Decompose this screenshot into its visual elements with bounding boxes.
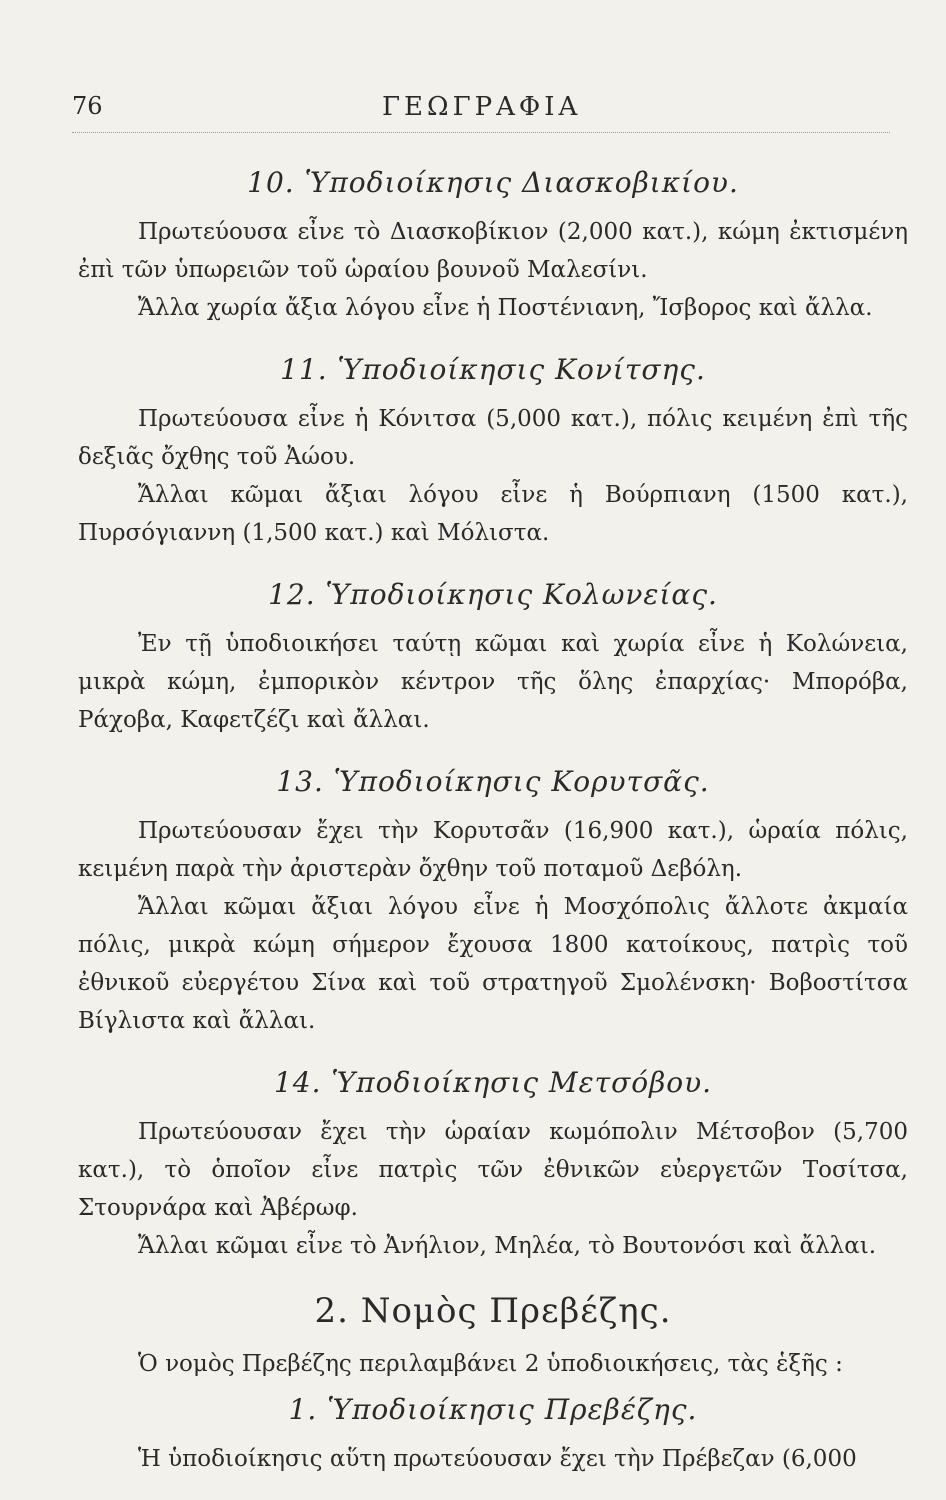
paragraph: Ἐν τῇ ὑποδιοικήσει ταύτῃ κῶμαι καὶ χωρία εἶνε ἡ Κολώνεια, μικρὰ κώμη, ἐμπορικὸν κέντρον τῆς ὅλης ἐπαρχίας· Μπορόβα, Ράχοβα, Καφετζέζι καὶ ἄλλαι. [78,631,908,733]
section-heading: 14. Ὑποδιοίκησις Μετσόβου. [273,1066,713,1099]
nomos-section [78,1291,908,1478]
section-heading: 11. Ὑποδιοίκησις Κονίτσης. [280,353,706,386]
section-heading: 10. Ὑποδιοίκησις Διασκοβικίου. [247,166,739,199]
paragraph: Πρωτεύουσα εἶνε ἡ Κόνιτσα (5,000 κατ.), πόλις κειμένη ἐπὶ τῆς δεξιᾶς ὄχθης τοῦ Ἀώου. [78,406,908,470]
section-14 [78,1066,908,1265]
section-11 [78,353,908,552]
page-number: 76 [72,92,103,120]
page-header [72,92,890,133]
paragraph: Ἄλλαι κῶμαι εἶνε τὸ Ἀνήλιον, Μηλέα, τὸ Βουτονόσι καὶ ἄλλαι. [138,1233,877,1259]
section-heading: 1. Ὑποδιοίκησις Πρεβέζης. [288,1393,698,1426]
paragraph: Πρωτεύουσαν ἔχει τὴν ὡραίαν κωμόπολιν Μέτσοβον (5,700 κατ.), τὸ ὁποῖον εἶνε πατρὶς τῶν ἐθνικῶν εὐεργετῶν Τοσίτσα, Στουρνάρα καὶ Ἀβέρωφ. [78,1119,908,1221]
section-13 [78,765,908,1040]
paragraph: Ἡ ὑποδιοίκησις αὕτη πρωτεύουσαν ἔχει τὴν Πρέβεζαν (6,000 [138,1446,857,1472]
section-heading: 13. Ὑποδιοίκησις Κορυτσᾶς. [276,765,710,798]
section-12 [78,578,908,739]
paragraph: Ἄλλαι κῶμαι ἄξιαι λόγου εἶνε ἡ Μοσχόπολις ἄλλοτε ἀκμαία πόλις, μικρὰ κώμη σήμερον ἔχουσα 1800 κατοίκους, πατρὶς τοῦ ἐθνικοῦ εὐεργέτου Σίνα καὶ τοῦ στρατηγοῦ Σμολένσκη· Βοβοστίτσα Βίγλιστα καὶ ἄλλαι. [78,894,908,1034]
section-10 [78,166,908,327]
section-heading: 12. Ὑποδιοίκησις Κολωνείας. [268,578,718,611]
paragraph: Πρωτεύουσαν ἔχει τὴν Κορυτσᾶν (16,900 κατ.), ὡραία πόλις, κειμένη παρὰ τὴν ἀριστερὰν ὄχθην τοῦ ποταμοῦ Δεβόλη. [78,818,908,882]
nomos-heading: 2. Νομὸς Πρεβέζης. [314,1291,672,1331]
paragraph: Ἄλλαι κῶμαι ἄξιαι λόγου εἶνε ἡ Βούρπιανη (1500 κατ.), Πυρσόγιαννη (1,500 κατ.) καὶ Μόλιστα. [78,482,908,546]
paragraph: Πρωτεύουσα εἶνε τὸ Διασκοβίκιον (2,000 κατ.), κώμη ἐκτισμένη ἐπὶ τῶν ὑπωρειῶν τοῦ ὡραίου βουνοῦ Μαλεσίνι. [78,219,908,283]
page-content [78,166,908,1478]
paragraph: Ἄλλα χωρία ἄξια λόγου εἶνε ἡ Ποστένιανη, Ἴσβορος καὶ ἄλλα. [138,295,873,321]
nomos-intro: Ὁ νομὸς Πρεβέζης περιλαμβάνει 2 ὑποδιοικήσεις, τὰς ἑξῆς : [138,1351,843,1377]
running-head: ΓΕΩΓΡΑΦΙΑ [382,92,582,122]
